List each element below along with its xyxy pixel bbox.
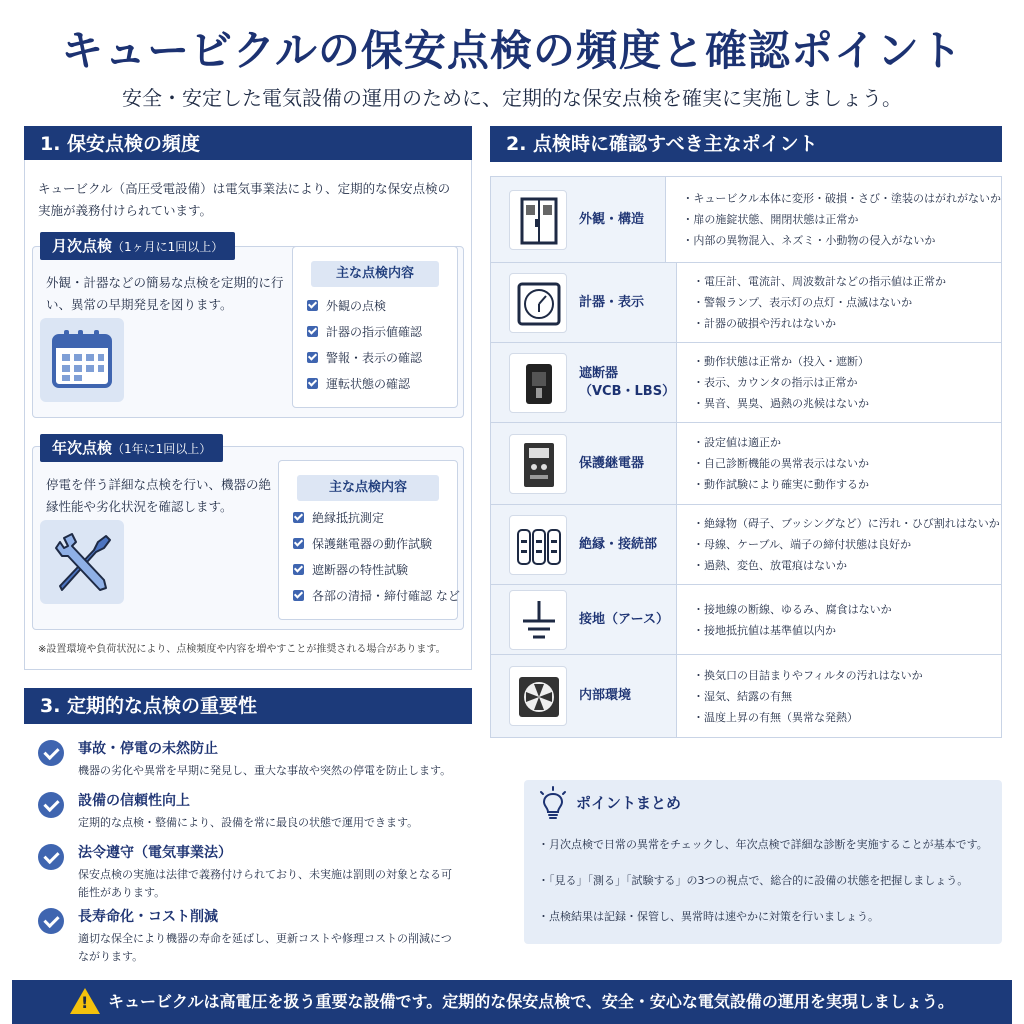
annual-checklist	[278, 460, 458, 620]
table-row: 内部環境 ・換気口の目詰まりやフィルタの汚れはないか ・湿気、結露の有無 ・温度上昇の有無（異常な発熱）	[491, 655, 1001, 737]
monthly-tag	[40, 232, 235, 260]
summary-box	[524, 780, 1002, 944]
footer-text: キュービクルは高電圧を扱う重要な設備です。定期的な保安点検で、安全・安心な電気設備の運用を実現しましょう。	[108, 992, 954, 1011]
warning-icon-mark: !	[81, 993, 89, 1012]
row-label: 保護継電器	[579, 455, 645, 471]
tools-icon-box	[40, 520, 124, 604]
checklist-item: 保護継電器の動作試験	[293, 531, 451, 557]
lightbulb-icon	[538, 786, 568, 820]
checkbox-icon	[307, 352, 318, 363]
monthly-tag-label: 月次点検	[52, 237, 113, 255]
section2-heading: 2. 点検時に確認すべき主なポイント	[490, 126, 1002, 162]
footer-banner	[12, 980, 1012, 1024]
meter-icon	[509, 273, 567, 333]
calendar-icon-box	[40, 318, 124, 402]
row-label: 接地（アース）	[579, 611, 669, 627]
cabinet-icon	[509, 190, 567, 250]
tools-icon	[40, 520, 124, 604]
checklist-item: 各部の清掃・締付確認 など	[293, 583, 451, 609]
checklist-item: 計器の指示値確認	[307, 319, 451, 345]
row-label: 内部環境	[579, 688, 632, 703]
calendar-icon	[40, 318, 124, 402]
check-circle-icon	[38, 792, 64, 818]
table-row: 絶縁・接続部 ・絶縁物（碍子、ブッシングなど）に汚れ・ひび割れはないか ・母線、ケーブル、端子の締付状態は良好か ・過熱、変色、放電痕はないか	[491, 505, 1001, 585]
annual-tag	[40, 434, 223, 462]
row-label: 計器・表示	[579, 294, 645, 310]
breaker-icon	[509, 353, 567, 413]
section3-heading: 3. 定期的な点検の重要性	[24, 688, 472, 724]
table-row: 接地（アース） ・接地線の断線、ゆるみ、腐食はないか ・接地抵抗値は基準値以内か	[491, 585, 1001, 655]
page-title: キュービクルの保安点検の頻度と確認ポイント	[61, 26, 963, 75]
checklist-item: 外観の点検	[307, 293, 451, 319]
check-circle-icon	[38, 844, 64, 870]
checkbox-icon	[293, 590, 304, 601]
row-label: 外観・構造	[579, 211, 645, 227]
table-row: 計器・表示 ・電圧計、電流計、周波数計などの指示値は正常か ・警報ランプ、表示灯の点灯・点滅はないか ・計器の破損や汚れはないか	[491, 263, 1001, 343]
monthly-tag-note: （1ヶ月に1回以上）	[112, 240, 224, 254]
summary-item: ・「見る」「測る」「試験する」の3つの視点で、総合的に設備の状態を把握しましょう。	[538, 874, 969, 887]
table-row: 遮断器 （VCB・LBS） ・動作状態は正常か（投入・遮断） ・表示、カウンタの指示は正常か ・異音、異臭、過熱の兆候はないか	[491, 343, 1001, 423]
summary-item: ・点検結果は記録・保管し、異常時は速やかに対策を行いましょう。	[538, 910, 879, 923]
checklist-item: 絶縁抵抗測定	[293, 505, 451, 531]
checkbox-icon	[307, 300, 318, 311]
check-circle-icon	[38, 740, 64, 766]
monthly-checklist	[292, 246, 458, 408]
annual-desc: 停電を伴う詳細な点検を行い、機器の絶縁性能や劣化状況を確認します。	[46, 477, 272, 514]
checkbox-icon	[293, 538, 304, 549]
checkbox-icon	[307, 378, 318, 389]
annual-tag-label: 年次点検	[52, 439, 113, 457]
section1-heading: 1. 保安点検の頻度	[24, 126, 472, 162]
check-points-table	[490, 176, 1002, 738]
row-label: 絶縁・接続部	[579, 536, 658, 552]
table-row: 保護継電器 ・設定値は適正か ・自己診断機能の異常表示はないか ・動作試験により確実に動作するか	[491, 423, 1001, 505]
checklist-item: 運転状態の確認	[307, 371, 451, 397]
annual-tag-note: （1年に1回以上）	[112, 442, 212, 456]
section1-note: ※設置環境や負荷状況により、点検頻度や内容を増やすことが推奨される場合があります。	[38, 644, 446, 655]
summary-title: ポイントまとめ	[576, 794, 682, 812]
relay-icon	[509, 434, 567, 494]
section1-intro: キュービクル（高圧受電設備）は電気事業法により、定期的な保安点検の実施が義務付けられています。	[38, 181, 451, 218]
annual-checklist-title: 主な点検内容	[297, 475, 439, 501]
summary-item: ・月次点検で日常の異常をチェックし、年次点検で詳細な診断を実施することが基本です。	[538, 838, 988, 851]
checkbox-icon	[293, 564, 304, 575]
monthly-desc: 外観・計器などの簡易な点検を定期的に行い、異常の早期発見を図ります。	[46, 275, 284, 312]
monthly-checklist-title: 主な点検内容	[311, 261, 439, 287]
check-circle-icon	[38, 908, 64, 934]
checkbox-icon	[293, 512, 304, 523]
page-subtitle: 安全・安定した電気設備の運用のために、定期的な保安点検を確実に実施しましょう。	[122, 86, 902, 110]
checklist-item: 警報・表示の確認	[307, 345, 451, 371]
ground-icon	[509, 590, 567, 650]
insulator-icon	[509, 515, 567, 575]
checklist-item: 遮断器の特性試験	[293, 557, 451, 583]
table-row: 外観・構造 ・キュービクル本体に変形・破損・さび・塗装のはがれがないか ・扉の施錠状態、開閉状態は正常か ・内部の異物混入、ネズミ・小動物の侵入がないか	[491, 177, 1001, 263]
fan-icon	[509, 666, 567, 726]
row-label: 遮断器 （VCB・LBS）	[579, 365, 676, 399]
checkbox-icon	[307, 326, 318, 337]
